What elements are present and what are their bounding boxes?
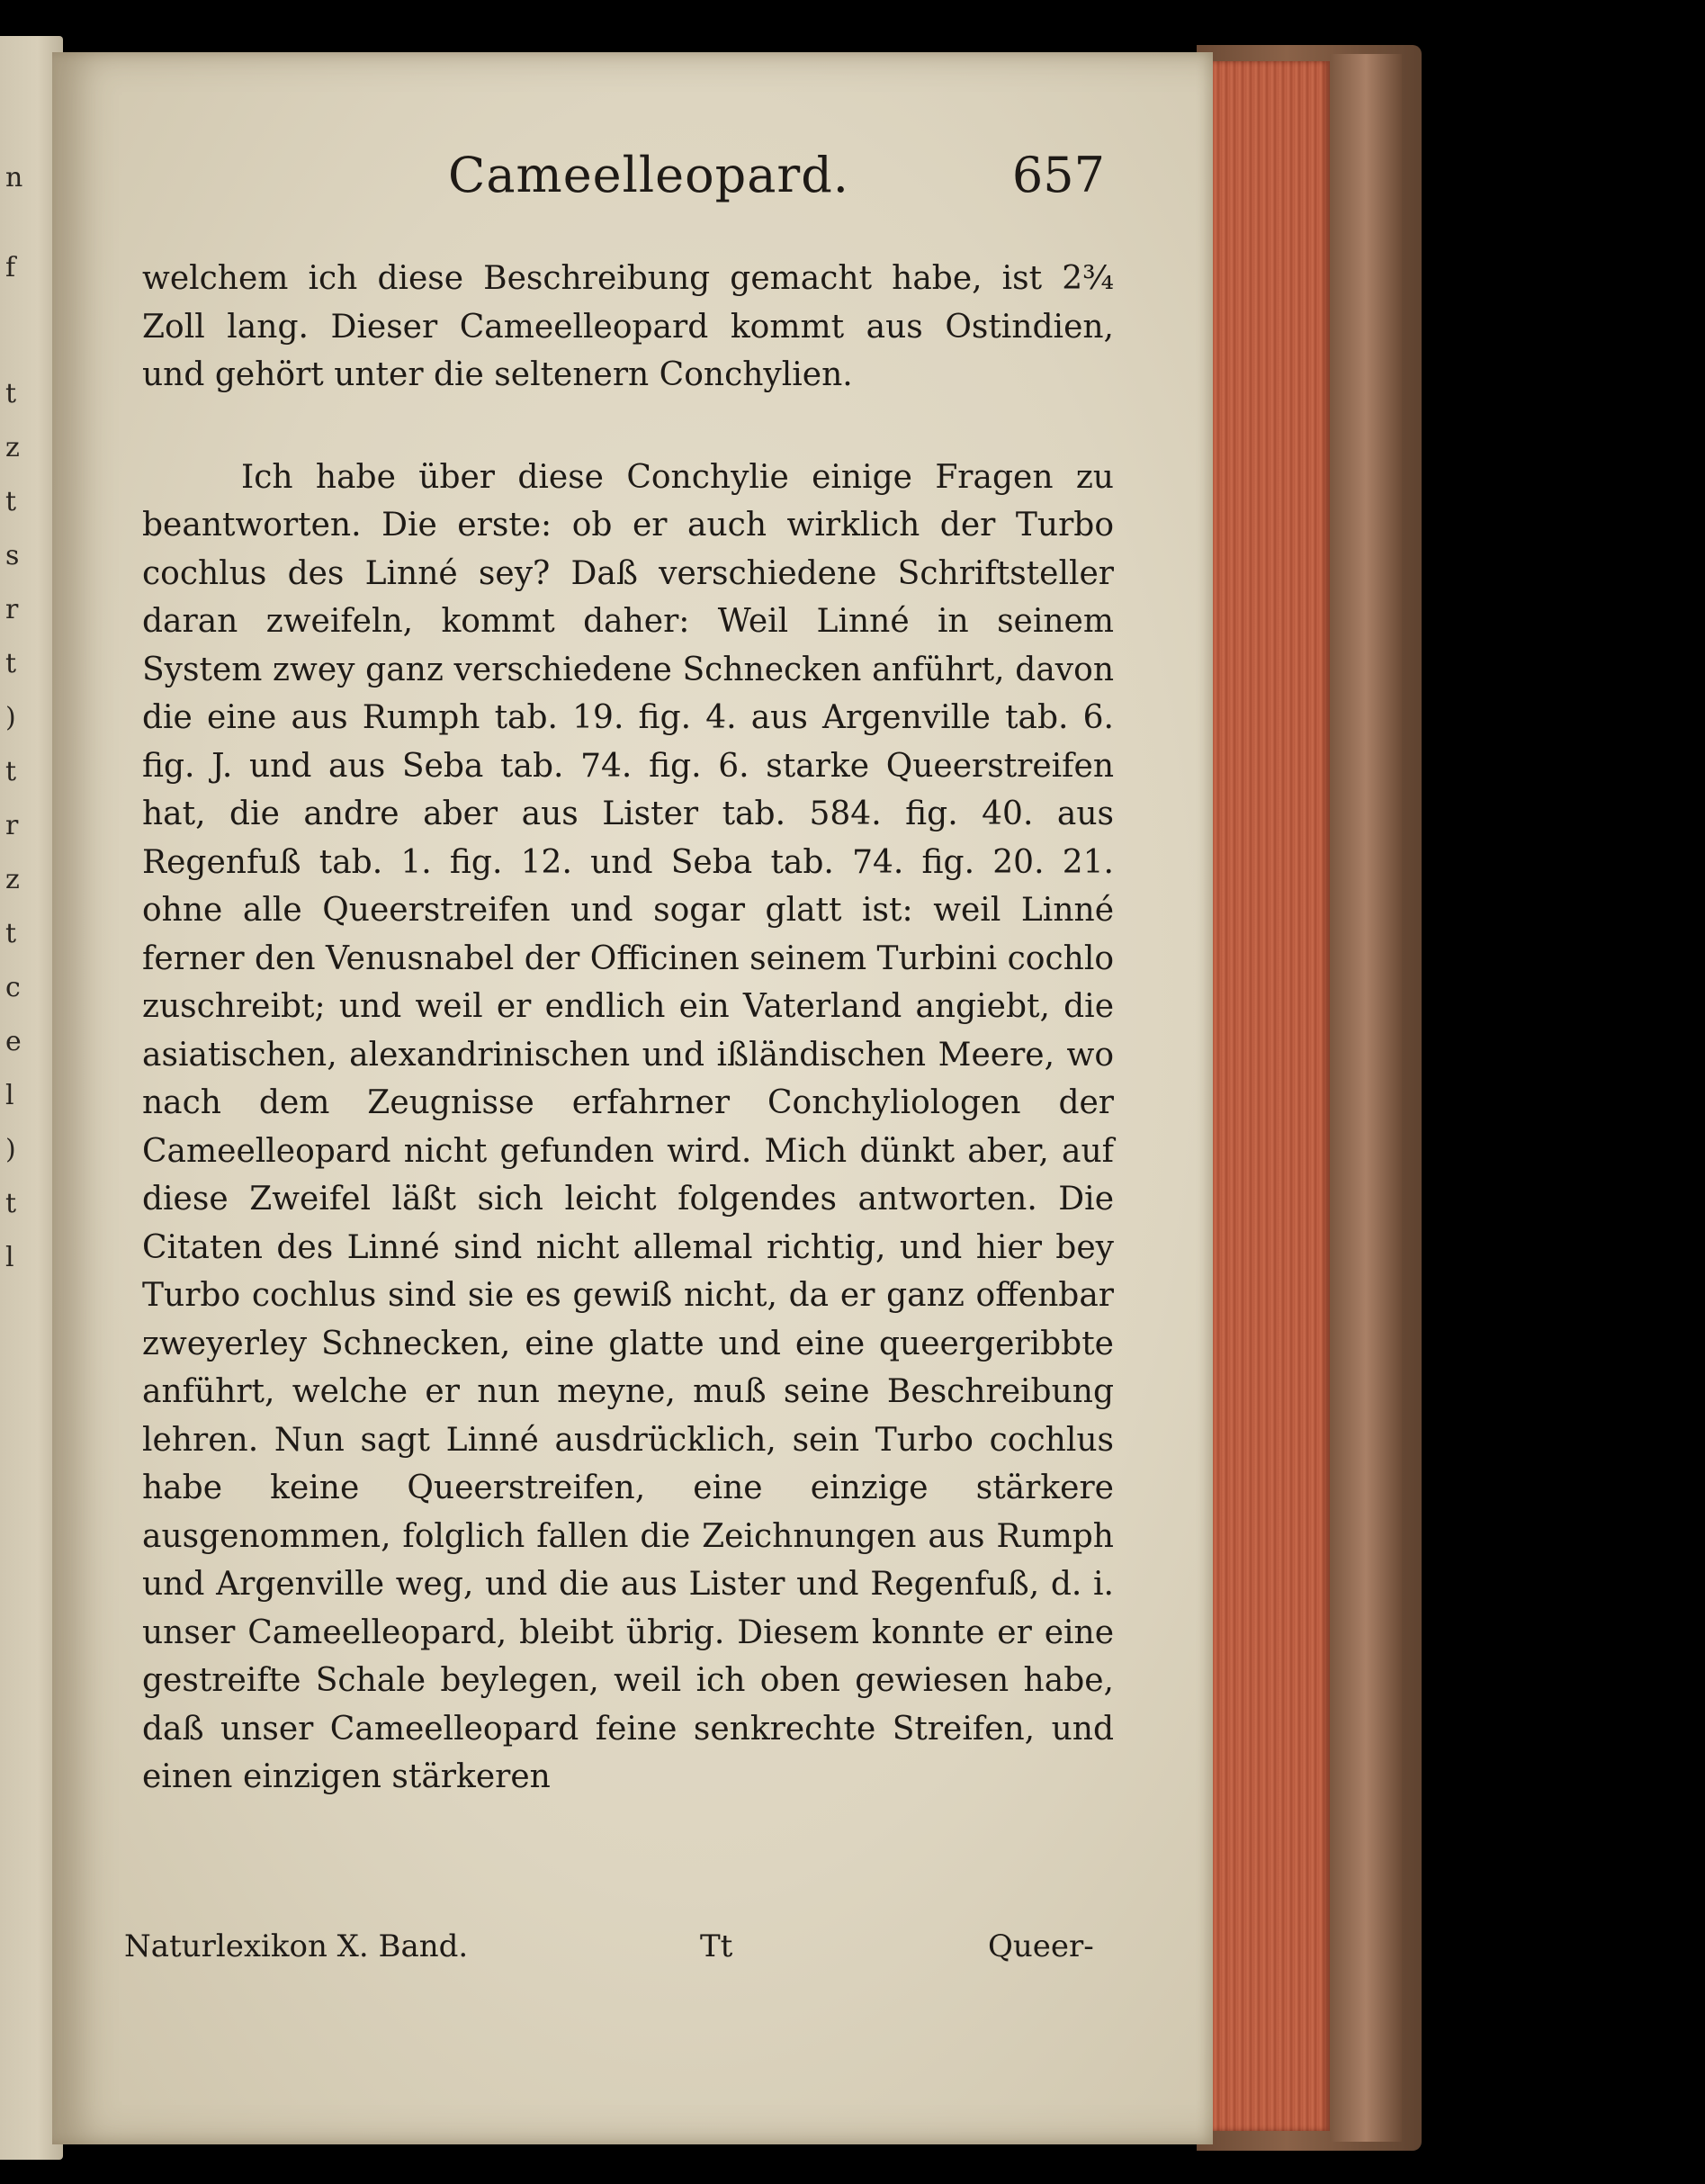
left-page-fragment: c	[5, 972, 21, 1003]
left-page-fragment: t	[5, 918, 17, 949]
left-page-fragment: )	[5, 1134, 16, 1165]
left-page-fragment: t	[5, 1188, 17, 1219]
gathering-mark: Tt	[700, 1928, 733, 1964]
left-page-fragment: l	[5, 1242, 14, 1273]
catchword: Queer-	[988, 1928, 1094, 1964]
left-page-fragment: e	[5, 1026, 22, 1057]
running-title: Cameelleopard.	[448, 147, 849, 203]
left-page-fragment: z	[5, 864, 20, 895]
left-page-fragment: f	[5, 252, 16, 283]
page-edges	[1213, 61, 1330, 2131]
paragraph: Ich habe über diese Conchylie einige Fragen zu beantworten. Die erste: ob er auch wirklich der Turbo cochlus des Linné sey? Daß verschiedene Schriftsteller daran zweifeln, kommt daher: Weil Linné in seinem System zwey ganz verschiedene Schnecken anführt, davon die eine aus Rumph tab. 19. fig. 4. aus Argenville tab. 6. fig. J. und aus Seba tab. 74. fig. 6. starke Queerstreifen hat, die andre aber aus Lister tab. 584. fig. 40. aus Regenfuß tab. 1. fig. 12. und Seba tab. 74. fig. 20. 21. ohne alle Queerstreifen und sogar glatt ist: weil Linné ferner den Venusnabel der Officinen seinem Turbini cochlo zuschreibt; und weil er endlich ein Vaterland angiebt, die asiatischen, alexandrinischen und ißländischen Meere, wo nach dem Zeugnisse erfahrner Conchyliologen der Cameelleopard nicht gefunden wird. Mich dünkt aber, auf diese Zweifel läßt sich leicht folgendes antworten. Die Citaten des Linné sind nicht allemal richtig, und hier bey Turbo cochlus sind sie es gewiß nicht, da er ganz offenbar zweyerley Schnecken, eine glatte und eine queergeribbte anführt, welche er nun meyne, muß seine Beschreibung lehren. Nun sagt Linné ausdrücklich, sein Turbo cochlus habe keine Queerstreifen, eine einzige stärkere ausgenommen, folglich fallen die Zeichnungen aus Rumph und Argenville weg, und die aus Lister und Regenfuß, d. i. unser Cameelleopard, bleibt übrig. Diesem konnte er eine gestreifte Schale beylegen, weil ich oben gewiesen habe, daß unser Cameelleopard feine senkrechte Streifen, und einen einzigen stärkeren	[142, 458, 1114, 1795]
footer-signature: Naturlexikon X. Band.	[124, 1928, 469, 1964]
left-page-fragment: l	[5, 1080, 14, 1111]
body-text	[142, 255, 1114, 1802]
left-page-fragment: r	[5, 594, 19, 625]
left-page-fragment: s	[5, 540, 20, 571]
left-page-fragment: )	[5, 702, 16, 733]
left-page-fragment: t	[5, 378, 17, 409]
book-spine	[1330, 54, 1402, 2142]
left-page-fragment: n	[5, 162, 23, 193]
left-page-fragment: t	[5, 756, 17, 787]
page-number: 657	[1011, 147, 1105, 203]
left-page-fragment: z	[5, 432, 20, 463]
left-page-fragment: r	[5, 810, 19, 841]
left-page-fragment: t	[5, 648, 17, 679]
left-page-fragment: t	[5, 486, 17, 517]
page-content	[142, 147, 1114, 1802]
running-head	[142, 147, 1114, 228]
paragraph: welchem ich diese Beschreibung gemacht habe, ist 2¾ Zoll lang. Dieser Cameelleopard kommt aus Ostindien, und gehört unter die seltenern Conchylien.	[142, 260, 1114, 393]
page	[52, 52, 1213, 2144]
